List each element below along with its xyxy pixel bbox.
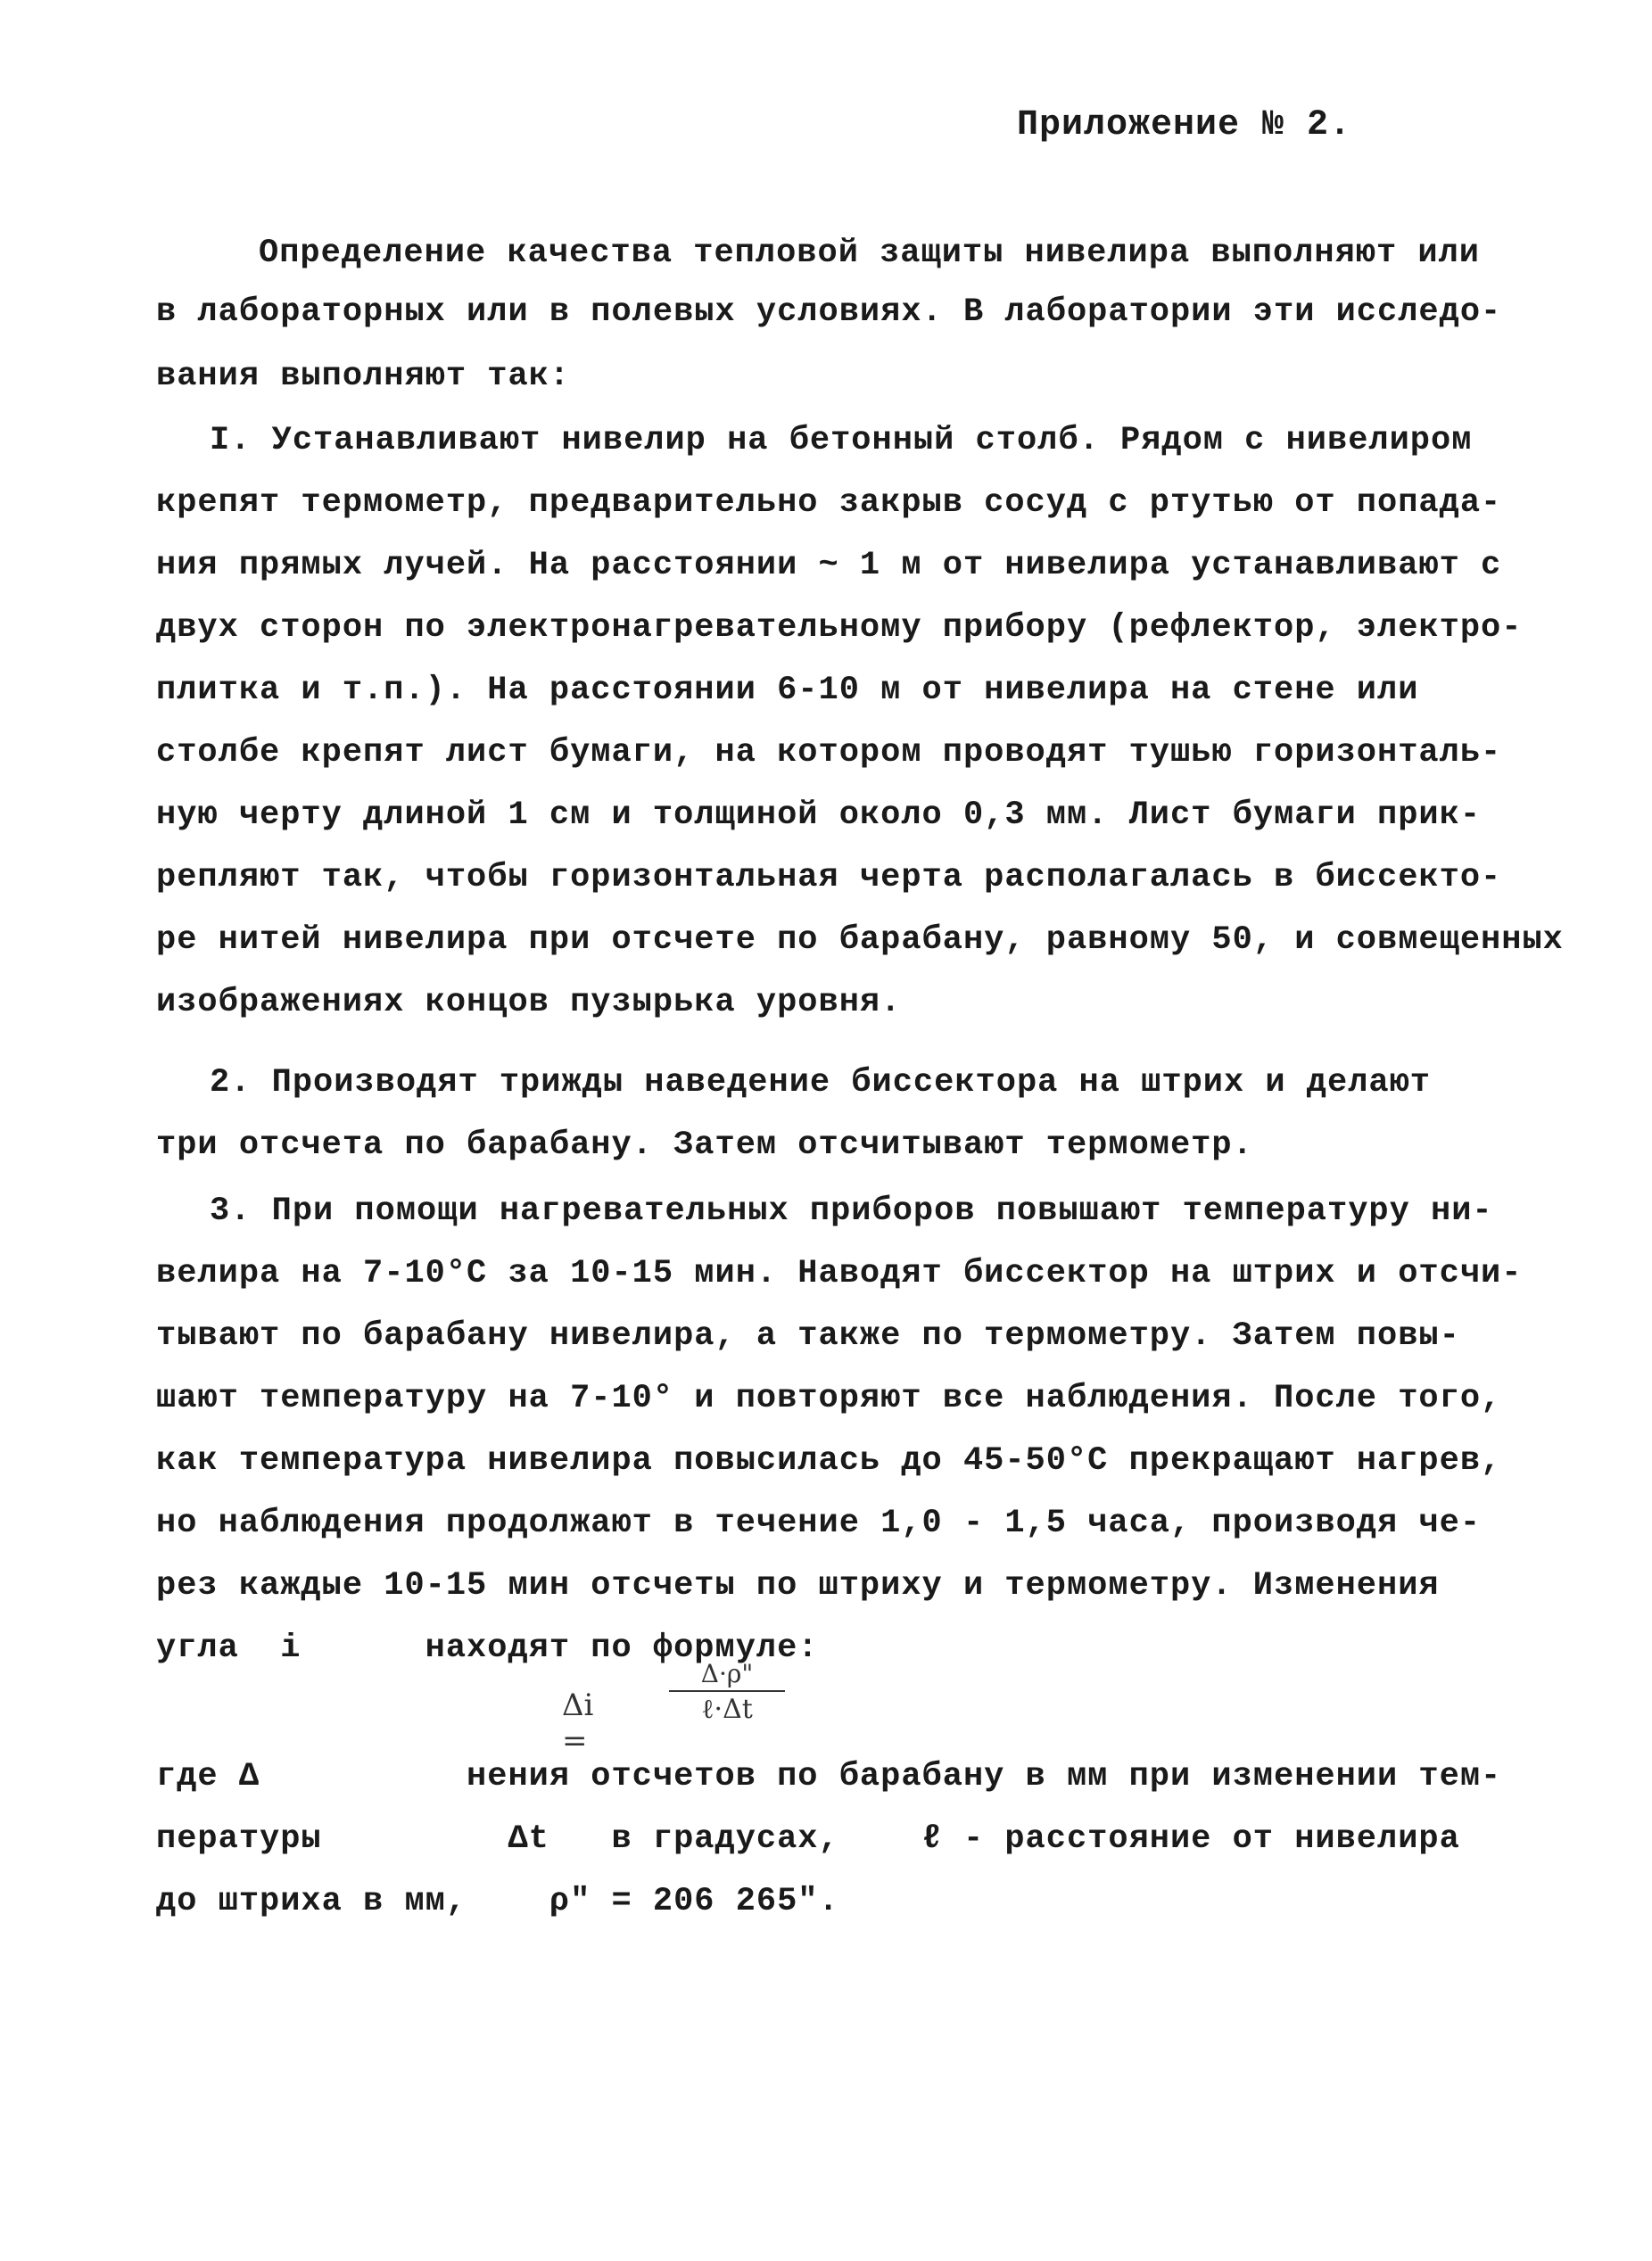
paragraph-line: репляют так, чтобы горизонтальная черта располагалась в биссекто- <box>156 859 1502 896</box>
paragraph-line: рез каждые 10-15 мин отсчеты по штриху и термометру. Изменения <box>156 1567 1440 1605</box>
fraction-bar <box>669 1690 785 1692</box>
paragraph-line: тывают по барабану нивелира, а также по термометру. Затем повы- <box>156 1317 1460 1355</box>
formula-denominator: ℓ·Δt <box>701 1694 753 1725</box>
paragraph-line: изображениях концов пузырька уровня. <box>156 984 902 1021</box>
paragraph-line: где Δ нения отсчетов по барабану в мм при изменении тем- <box>156 1758 1502 1795</box>
formula-lhs: Δi = <box>562 1687 594 1759</box>
paragraph-line: пературы Δt в градусах, ℓ - расстояние от нивелира <box>156 1820 1460 1858</box>
paragraph-line: плитка и т.п.). На расстоянии 6-10 м от нивелира на стене или <box>156 672 1419 709</box>
formula-fraction <box>669 1659 785 1725</box>
paragraph-line: столбе крепят лист бумаги, на котором проводят тушью горизонталь- <box>156 734 1502 772</box>
paragraph-line: крепят термометр, предварительно закрыв сосуд с ртутью от попада- <box>156 484 1502 522</box>
paragraph-line: Определение качества тепловой защиты нивелира выполняют или <box>259 235 1481 272</box>
paragraph-line: три отсчета по барабану. Затем отсчитывают термометр. <box>156 1126 1253 1164</box>
paragraph-line: велира на 7-10°С за 10-15 мин. Наводят биссектор на штрих и отсчи- <box>156 1255 1523 1292</box>
paragraph-line: двух сторон по электронагревательному прибору (рефлектор, электро- <box>156 609 1523 647</box>
paragraph-line: как температура нивелира повысилась до 45-50°С прекращают нагрев, <box>156 1442 1502 1480</box>
paragraph-line: 2. Производят трижды наведение биссектора на штрих и делают <box>210 1064 1432 1102</box>
appendix-header: Приложение № 2. <box>1017 105 1352 145</box>
paragraph-line: шают температуру на 7-10° и повторяют все наблюдения. После того, <box>156 1380 1502 1417</box>
paragraph-line: ную черту длиной 1 см и толщиной около 0,3 мм. Лист бумаги прик- <box>156 796 1482 834</box>
paragraph-line: до штриха в мм, ρ" = 206 265". <box>156 1883 839 1920</box>
paragraph-line: в лабораторных или в полевых условиях. В лаборатории эти исследо- <box>156 293 1502 331</box>
paragraph-line: 3. При помощи нагревательных приборов повышают температуру ни- <box>210 1192 1493 1230</box>
paragraph-line: но наблюдения продолжают в течение 1,0 - 1,5 часа, производя че- <box>156 1505 1482 1542</box>
formula-numerator: Δ·ρ" <box>700 1659 754 1688</box>
paragraph-line: угла i находят по формуле: <box>156 1630 819 1667</box>
paragraph-line: вания выполняют так: <box>156 358 571 395</box>
paragraph-line: ния прямых лучей. На расстоянии ~ 1 м от нивелира устанавливают с <box>156 547 1502 584</box>
paragraph-line: I. Устанавливают нивелир на бетонный столб. Рядом с нивелиром <box>210 422 1473 459</box>
paragraph-line: ре нитей нивелира при отсчете по барабану, равному 50, и совмещенных <box>156 921 1564 959</box>
